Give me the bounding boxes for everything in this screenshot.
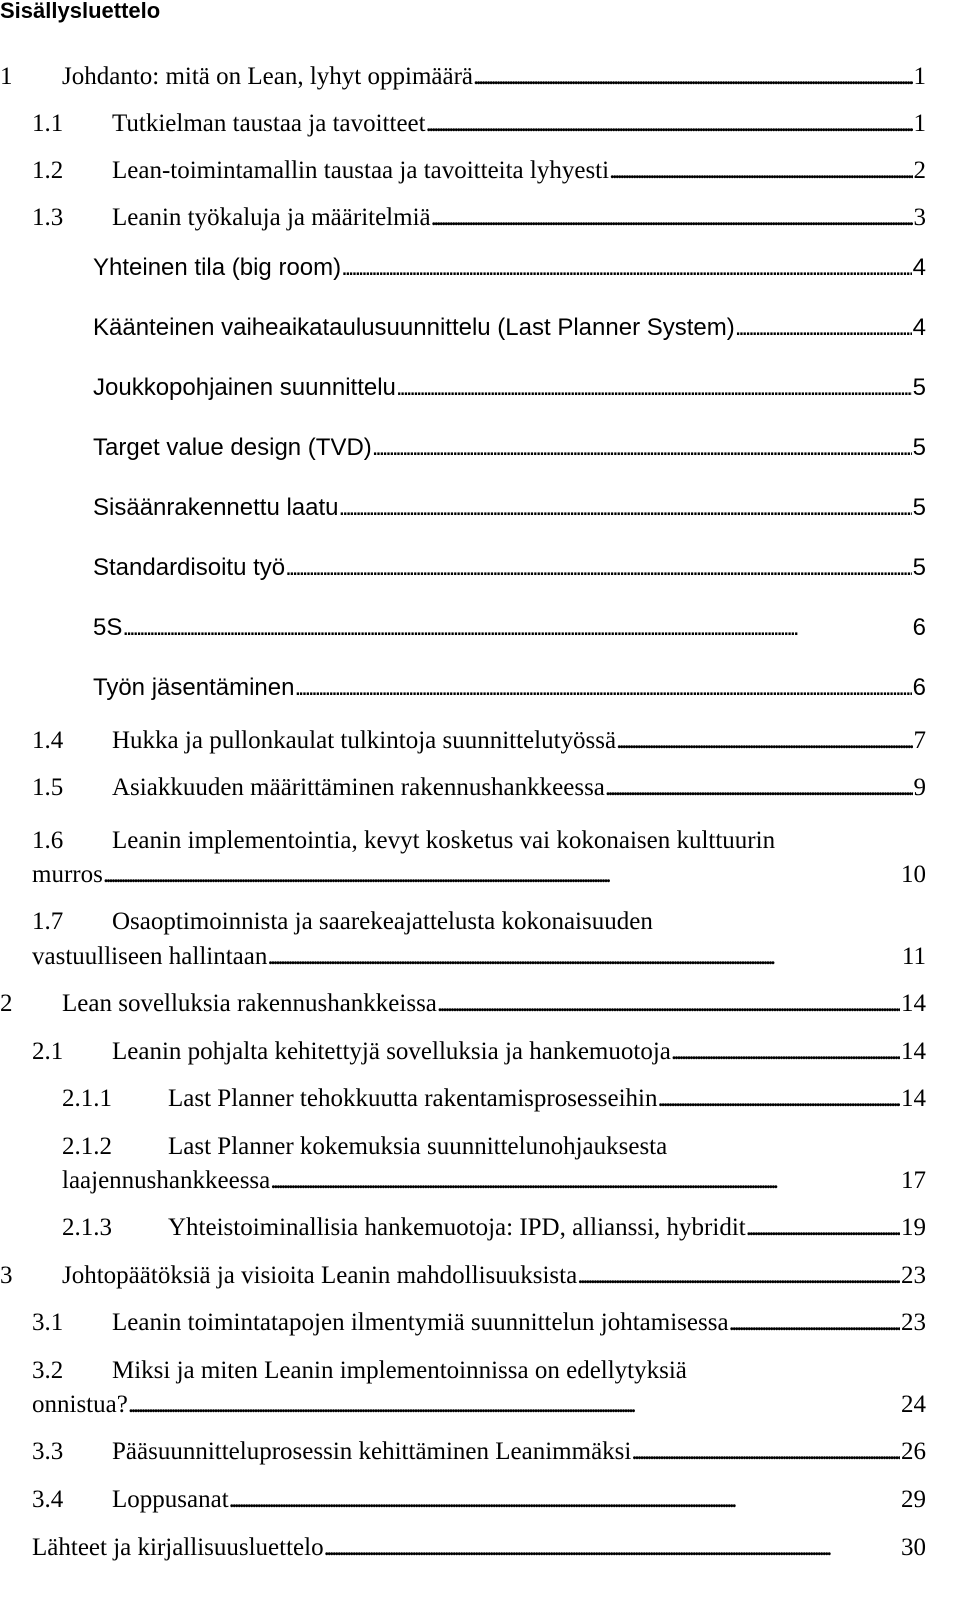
toc-leader-dots: [577, 1261, 900, 1291]
toc-leader-dots: [729, 1308, 900, 1338]
toc-entry-title: Sisäänrakennettu laatu: [93, 494, 339, 521]
toc-entry-title: Miksi ja miten Leanin implementoinnissa on edellytyksiä: [112, 1357, 687, 1384]
toc-entry-page: 11: [901, 943, 926, 970]
toc-entry-page: 5: [912, 554, 926, 581]
toc-entry-title: Lean-toimintamallin taustaa ja tavoitteita lyhyesti: [112, 157, 610, 184]
toc-entry[interactable]: [32, 109, 926, 139]
toc-entry-number: 3.3: [32, 1438, 64, 1465]
toc-entry-title-continued: murros: [32, 861, 103, 888]
toc-leader-dots: [285, 553, 912, 583]
toc-entry-number: 2.1: [32, 1038, 64, 1065]
toc-leader-dots: [605, 773, 913, 803]
toc-entry-first-line[interactable]: [32, 907, 653, 937]
toc-entry-title: Leanin implementointia, kevyt kosketus vai kokonaisen kulttuurin: [112, 827, 776, 854]
toc-entry-page: 5: [912, 374, 926, 401]
toc-leader-dots: [431, 203, 913, 233]
toc-entry-number: 1: [0, 63, 13, 90]
toc-entry[interactable]: [32, 156, 926, 186]
toc-entry-page: 4: [912, 254, 926, 281]
toc-entry[interactable]: [0, 989, 926, 1019]
toc-entry-title: Joukkopohjainen suunnittelu: [93, 374, 396, 401]
toc-entry-number: 3: [0, 1262, 13, 1289]
toc-entry-page: 9: [913, 774, 926, 801]
toc-entry-title: Target value design (TVD): [93, 434, 372, 461]
toc-entry-page: 1: [913, 110, 926, 137]
toc-entry-number: 1.5: [32, 774, 64, 801]
toc-entry-title: Leanin työkaluja ja määritelmiä: [112, 204, 431, 231]
toc-entry-first-line[interactable]: [32, 1356, 687, 1386]
toc-entry-page: 24: [901, 1391, 926, 1418]
toc-leader-dots: [122, 613, 911, 643]
toc-entry-title: Leanin pohjalta kehitettyjä sovelluksia ja hankemuotoja: [112, 1038, 671, 1065]
toc-entry[interactable]: [32, 1485, 926, 1515]
toc-entry[interactable]: [32, 1533, 926, 1563]
toc-entry-number: 2.1.1: [62, 1085, 112, 1112]
toc-leader-dots: [267, 942, 901, 972]
toc-entry-title: Hukka ja pullonkaulat tulkintoja suunnittelutyössä: [112, 727, 617, 754]
toc-entry-page: 19: [901, 1214, 926, 1241]
toc-entry-title: Johdanto: mitä on Lean, lyhyt oppimäärä: [62, 63, 474, 90]
toc-entry-page: 3: [913, 204, 926, 231]
toc-entry-title: Pääsuunnitteluprosessin kehittäminen Leanimmäksi: [112, 1438, 632, 1465]
toc-entry[interactable]: [32, 203, 926, 233]
toc-leader-dots: [294, 673, 911, 703]
toc-leader-dots: [372, 433, 912, 463]
toc-entry-number: 3.2: [32, 1357, 64, 1384]
toc-entry[interactable]: [93, 673, 926, 703]
toc-entry[interactable]: [0, 62, 926, 92]
toc-leader-dots: [396, 373, 912, 403]
toc-entry-title: Tutkielman taustaa ja tavoitteet: [112, 110, 426, 137]
toc-entry[interactable]: [93, 373, 926, 403]
toc-entry-number: 2.1.2: [62, 1133, 112, 1160]
toc-entry-number: 1.1: [32, 110, 64, 137]
toc-entry[interactable]: [32, 1037, 926, 1067]
toc-leader-dots: [609, 156, 912, 186]
toc-entry-title-continued: onnistua?: [32, 1391, 128, 1418]
toc-entry-page: 6: [912, 674, 926, 701]
toc-leader-dots: [426, 109, 913, 139]
toc-entry-page: 26: [901, 1438, 926, 1465]
toc-title: Sisällysluettelo: [0, 0, 161, 23]
toc-entry[interactable]: [32, 860, 926, 890]
toc-entry-number: 3.1: [32, 1309, 64, 1336]
toc-entry[interactable]: [93, 253, 926, 283]
toc-entry-number: 2.1.3: [62, 1214, 112, 1241]
toc-entry-number: 1.4: [32, 727, 64, 754]
toc-leader-dots: [746, 1213, 900, 1243]
toc-entry-page: 6: [912, 614, 926, 641]
toc-entry-title-continued: laajennushankkeessa: [62, 1167, 271, 1194]
toc-entry-title: Käänteinen vaiheaikataulusuunnittelu (Last Planner System): [93, 314, 735, 341]
toc-entry-title: Last Planner kokemuksia suunnittelunohjauksesta: [168, 1133, 668, 1160]
toc-entry-title: Yhteinen tila (big room): [93, 254, 342, 281]
toc-entry-title: Yhteistoiminallisia hankemuotoja: IPD, allianssi, hybridit: [168, 1214, 746, 1241]
toc-entry-page: 23: [901, 1262, 926, 1289]
toc-leader-dots: [473, 62, 912, 92]
toc-entry[interactable]: [62, 1213, 926, 1243]
toc-entry[interactable]: [93, 553, 926, 583]
toc-entry-title: Leanin toimintatapojen ilmentymiä suunnittelun johtamisessa: [112, 1309, 729, 1336]
toc-entry-page: 17: [901, 1167, 926, 1194]
toc-entry-title: Standardisoitu työ: [93, 554, 286, 581]
toc-entry-first-line[interactable]: [32, 826, 776, 856]
toc-leader-dots: [270, 1166, 900, 1196]
toc-entry-page: 1: [913, 63, 926, 90]
toc-leader-dots: [103, 860, 900, 890]
toc-entry-title-continued: vastuulliseen hallintaan: [32, 943, 268, 970]
toc-entry-page: 5: [912, 494, 926, 521]
toc-leader-dots: [735, 313, 912, 343]
toc-entry-page: 23: [901, 1309, 926, 1336]
toc-entry-number: 1.2: [32, 157, 64, 184]
toc-entry[interactable]: [93, 493, 926, 523]
toc-entry[interactable]: [93, 433, 926, 463]
toc-entry-page: 7: [913, 727, 926, 754]
toc-entry-page: 14: [901, 1085, 926, 1112]
toc-entry-title: Johtopäätöksiä ja visioita Leanin mahdollisuuksista: [62, 1262, 578, 1289]
toc-entry-page: 2: [913, 157, 926, 184]
toc-entry[interactable]: [62, 1166, 926, 1196]
toc-entry-title: Lähteet ja kirjallisuusluettelo: [32, 1534, 324, 1561]
toc-leader-dots: [437, 989, 900, 1019]
toc-leader-dots: [671, 1037, 900, 1067]
toc-entry-page: 29: [901, 1486, 926, 1513]
toc-entry-number: 2: [0, 990, 13, 1017]
toc-entry-page: 14: [901, 1038, 926, 1065]
toc-entry-title: Osaoptimoinnista ja saarekeajattelusta kokonaisuuden: [112, 908, 653, 935]
toc-leader-dots: [631, 1437, 900, 1467]
toc-leader-dots: [657, 1084, 900, 1114]
toc-entry[interactable]: [32, 1308, 926, 1338]
toc-entry-first-line[interactable]: [62, 1132, 668, 1162]
toc-entry-page: 14: [901, 990, 926, 1017]
toc-entry-title: Loppusanat: [112, 1486, 229, 1513]
toc-entry-page: 4: [912, 314, 926, 341]
toc-entry[interactable]: [32, 1390, 926, 1420]
toc-leader-dots: [229, 1485, 900, 1515]
toc-entry[interactable]: [32, 773, 926, 803]
toc-entry[interactable]: [93, 313, 926, 343]
toc-leader-dots: [339, 493, 912, 523]
toc-entry-title: Työn jäsentäminen: [93, 674, 295, 701]
toc-entry-title: Asiakkuuden määrittäminen rakennushankkeessa: [112, 774, 605, 801]
toc-entry[interactable]: [0, 1261, 926, 1291]
toc-entry-number: 1.6: [32, 827, 64, 854]
toc-entry-number: 1.7: [32, 908, 64, 935]
toc-entry[interactable]: [32, 726, 926, 756]
toc-entry[interactable]: [32, 942, 926, 972]
toc-entry-page: 30: [901, 1534, 926, 1561]
toc-entry-number: 1.3: [32, 204, 64, 231]
toc-entry-title: Last Planner tehokkuutta rakentamisprosesseihin: [168, 1085, 658, 1112]
toc-entry-page: 10: [901, 861, 926, 888]
toc-leader-dots: [324, 1533, 900, 1563]
toc-leader-dots: [341, 253, 912, 283]
toc-entry-number: 3.4: [32, 1486, 64, 1513]
toc-entry-title: 5S: [93, 614, 123, 641]
toc-entry-title: Lean sovelluksia rakennushankkeissa: [62, 990, 437, 1017]
toc-entry[interactable]: [62, 1084, 926, 1114]
toc-entry[interactable]: [32, 1437, 926, 1467]
toc-leader-dots: [128, 1390, 900, 1420]
toc-entry[interactable]: [93, 613, 926, 643]
toc-entry-page: 5: [912, 434, 926, 461]
toc-leader-dots: [616, 726, 912, 756]
